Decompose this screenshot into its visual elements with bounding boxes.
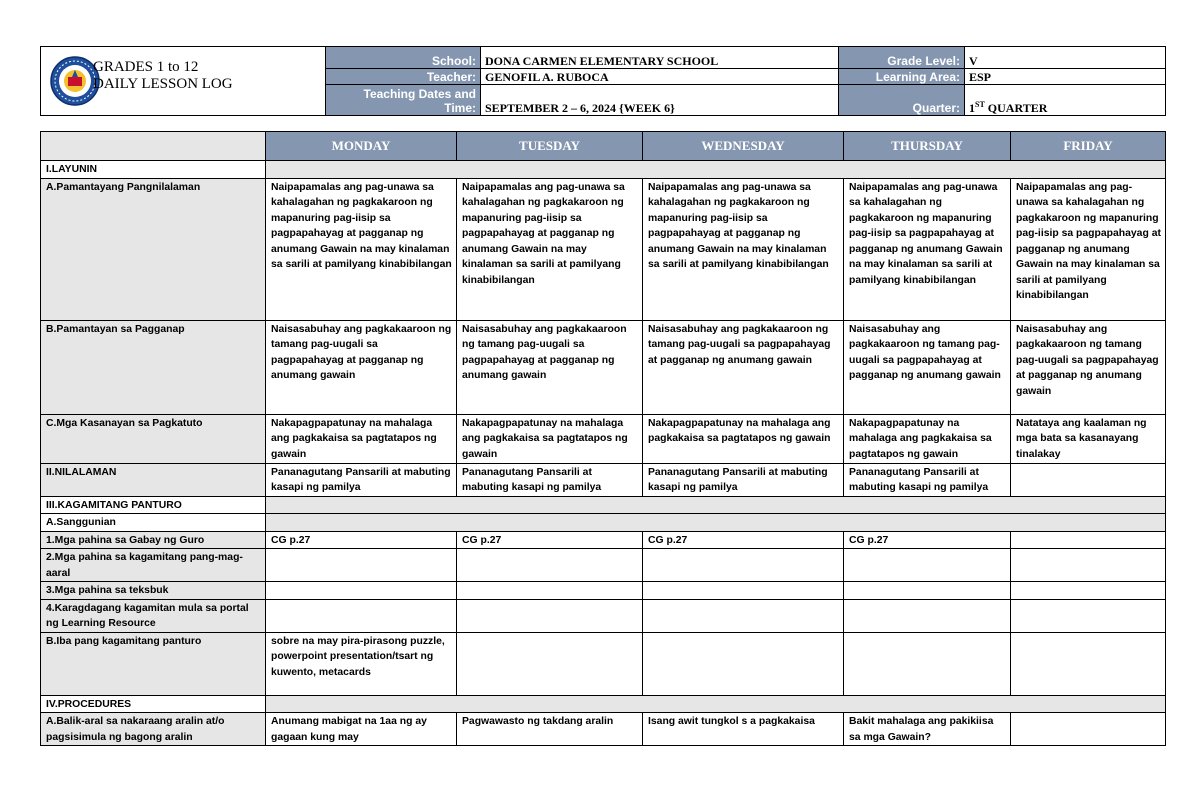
cell-friday: [1011, 632, 1166, 695]
row-label-gabay-ng-guro: 1.Mga pahina sa Gabay ng Guro: [41, 531, 266, 549]
table-row: [41, 178, 1166, 320]
cell-monday: [266, 549, 457, 582]
procedures-fill: [266, 695, 1166, 713]
cell-thursday: CG p.27: [844, 531, 1011, 549]
cell-wednesday: [643, 582, 844, 600]
cell-friday: Naisasabuhay ang pagkakaaroon ng tamang pag-uugali sa pagpapahayag at pagganap ng anumang gawain: [1011, 320, 1166, 414]
cell-thursday: [844, 582, 1011, 600]
table-row: [41, 632, 1166, 695]
cell-tuesday: Pagwawasto ng takdang aralin: [457, 713, 643, 746]
cell-wednesday: Pananagutang Pansarili at mabuting kasapi ng pamilya: [643, 463, 844, 496]
table-row: [41, 582, 1166, 600]
cell-friday: [1011, 599, 1166, 632]
teaching-dates-label: [326, 84, 481, 115]
cell-wednesday: [643, 599, 844, 632]
cell-monday: Nakapagpapatunay na mahalaga ang pagkakaisa sa pagtatapos ng gawain: [266, 414, 457, 463]
day-friday: FRIDAY: [1011, 132, 1166, 161]
sanggunian-fill: [266, 514, 1166, 532]
kagamitan-fill: [266, 496, 1166, 514]
logo-cell: [41, 47, 326, 116]
quarter-text: QUARTER: [984, 101, 1048, 115]
cell-friday: [1011, 463, 1166, 496]
row-label-teksbuk: 3.Mga pahina sa teksbuk: [41, 582, 266, 600]
table-row: [41, 414, 1166, 463]
table-row: [41, 599, 1166, 632]
cell-thursday: [844, 632, 1011, 695]
layunin-fill: [266, 161, 1166, 179]
section-procedures: IV.PROCEDURES: [41, 695, 266, 713]
row-label-balik-aral: A.Balik-aral sa nakaraang aralin at/o pagsisimula ng bagong aralin: [41, 713, 266, 746]
school-label: School:: [326, 47, 481, 69]
cell-wednesday: Nakapagpapatunay na mahalaga ang pagkakaisa sa pagtatapos ng gawain: [643, 414, 844, 463]
quarter-number: 1: [969, 101, 975, 115]
title-line-1: GRADES 1 to 12: [93, 59, 199, 75]
cell-monday: Anumang mabigat na 1aa ng ay gagaan kung may: [266, 713, 457, 746]
learning-area-value: ESP: [965, 69, 1166, 84]
table-row: [41, 549, 1166, 582]
layunin-row: [41, 161, 1166, 179]
day-tuesday: TUESDAY: [457, 132, 643, 161]
quarter-suffix: ST: [975, 100, 985, 109]
grade-level-value: V: [965, 47, 1166, 69]
cell-wednesday: Naisasabuhay ang pagkakaaroon ng tamang pag-uugali sa pagpapahayag at pagganap ng anumang gawain: [643, 320, 844, 414]
header-table: [40, 46, 1166, 116]
cell-monday: sobre na may pira-pirasong puzzle, powerpoint presentation/tsart ng kuwento, metacards: [266, 632, 457, 695]
quarter-value: [965, 84, 1166, 115]
row-label-iba-pang-kagamitan: B.Iba pang kagamitang panturo: [41, 632, 266, 695]
teaching-dates-label-line-2: Time:: [444, 101, 476, 115]
section-layunin: I.LAYUNIN: [41, 161, 266, 179]
cell-thursday: Bakit mahalaga ang pakikiisa sa mga Gawain?: [844, 713, 1011, 746]
cell-thursday: [844, 549, 1011, 582]
table-row: [41, 531, 1166, 549]
cell-wednesday: [643, 549, 844, 582]
cell-wednesday: Naipapamalas ang pag-unawa sa kahalagahan ng pagkakaroon ng mapanuring pag-iisip sa pagpapahayag at pagganap ng anumang Gawain na may kinalaman sa sarili at pamilyang kinabibilangan: [643, 178, 844, 320]
cell-tuesday: Pananagutang Pansarili at mabuting kasapi ng pamilya: [457, 463, 643, 496]
cell-tuesday: [457, 582, 643, 600]
cell-monday: CG p.27: [266, 531, 457, 549]
cell-friday: [1011, 582, 1166, 600]
lesson-log-table: [40, 131, 1166, 746]
cell-monday: Naisasabuhay ang pagkakaaroon ng tamang pag-uugali sa pagpapahayag at pagganap ng anumang gawain: [266, 320, 457, 414]
row-label-kagamitang-pang-mag-aaral: 2.Mga pahina sa kagamitang pang-mag-aaral: [41, 549, 266, 582]
cell-friday: [1011, 549, 1166, 582]
cell-tuesday: Naipapamalas ang pag-unawa sa kahalagahan ng pagkakaroon ng mapanuring pag-iisip sa pagpapahayag at pagganap ng anumang Gawain na may kinalaman sa sarili at pamilyang kinabibilangan: [457, 178, 643, 320]
kagamitan-row: [41, 496, 1166, 514]
cell-wednesday: [643, 632, 844, 695]
cell-wednesday: Isang awit tungkol s a pagkakaisa: [643, 713, 844, 746]
table-row: [41, 713, 1166, 746]
day-wednesday: WEDNESDAY: [643, 132, 844, 161]
teaching-dates-label-line-1: Teaching Dates and: [363, 87, 476, 101]
cell-thursday: Pananagutang Pansarili at mabuting kasapi ng pamilya: [844, 463, 1011, 496]
section-sanggunian: A.Sanggunian: [41, 514, 266, 532]
cell-tuesday: [457, 632, 643, 695]
cell-friday: Naipapamalas ang pag-unawa sa kahalagahan ng pagkakaroon ng mapanuring pag-iisip sa pagpapahayag at pagganap ng anumang Gawain na may kinalaman sa sarili at pamilyang kinabibilangan: [1011, 178, 1166, 320]
cell-tuesday: [457, 599, 643, 632]
learning-area-label: Learning Area:: [839, 69, 965, 84]
day-header-row: [41, 132, 1166, 161]
procedures-row: [41, 695, 1166, 713]
sanggunian-row: [41, 514, 1166, 532]
row-label-learning-resource: 4.Karagdagang kagamitan mula sa portal ng Learning Resource: [41, 599, 266, 632]
grade-level-label: Grade Level:: [839, 47, 965, 69]
cell-tuesday: Naisasabuhay ang pagkakaaroon ng tamang pag-uugali sa pagpapahayag at pagganap ng anumang gawain: [457, 320, 643, 414]
cell-friday: Natataya ang kaalaman ng mga bata sa kasanayang tinalakay: [1011, 414, 1166, 463]
row-label-mga-kasanayan: C.Mga Kasanayan sa Pagkatuto: [41, 414, 266, 463]
quarter-label: Quarter:: [839, 84, 965, 115]
cell-friday: [1011, 531, 1166, 549]
table-row: [41, 463, 1166, 496]
section-nilalaman: II.NILALAMAN: [41, 463, 266, 496]
row-label-pamantayang-pangnilalaman: A.Pamantayang Pangnilalaman: [41, 178, 266, 320]
cell-friday: [1011, 713, 1166, 746]
cell-wednesday: CG p.27: [643, 531, 844, 549]
cell-monday: Naipapamalas ang pag-unawa sa kahalagahan ng pagkakaroon ng mapanuring pag-iisip sa pagpapahayag at pagganap ng anumang Gawain na may kinalaman sa sarili at pamilyang kinabibilangan: [266, 178, 457, 320]
school-value: DONA CARMEN ELEMENTARY SCHOOL: [481, 47, 839, 69]
cell-tuesday: CG p.27: [457, 531, 643, 549]
cell-monday: [266, 582, 457, 600]
section-kagamitan: III.KAGAMITANG PANTURO: [41, 496, 266, 514]
corner-cell: [41, 132, 266, 161]
cell-thursday: Nakapagpapatunay na mahalaga ang pagkakaisa sa pagtatapos ng gawain: [844, 414, 1011, 463]
log-title: [93, 59, 233, 93]
cell-monday: [266, 599, 457, 632]
teacher-value: GENOFIL A. RUBOCA: [481, 69, 839, 84]
cell-tuesday: Nakapagpapatunay na mahalaga ang pagkakaisa sa pagtatapos ng gawain: [457, 414, 643, 463]
row-label-pamantayan-sa-pagganap: B.Pamantayan sa Pagganap: [41, 320, 266, 414]
day-monday: MONDAY: [266, 132, 457, 161]
cell-monday: Pananagutang Pansarili at mabuting kasapi ng pamilya: [266, 463, 457, 496]
cell-thursday: [844, 599, 1011, 632]
day-thursday: THURSDAY: [844, 132, 1011, 161]
title-line-2: DAILY LESSON LOG: [93, 76, 233, 92]
cell-thursday: Naipapamalas ang pag-unawa sa kahalagahan ng pagkakaroon ng mapanuring pag-iisip sa pagpapahayag at pagganap ng anumang Gawain na may kinalaman sa sarili at pamilyang kinabibilangan: [844, 178, 1011, 320]
cell-tuesday: [457, 549, 643, 582]
teaching-dates-value: SEPTEMBER 2 – 6, 2024 {WEEK 6}: [481, 84, 839, 115]
teacher-label: Teacher:: [326, 69, 481, 84]
cell-thursday: Naisasabuhay ang pagkakaaroon ng tamang pag-uugali sa pagpapahayag at pagganap ng anumang gawain: [844, 320, 1011, 414]
table-row: [41, 320, 1166, 414]
